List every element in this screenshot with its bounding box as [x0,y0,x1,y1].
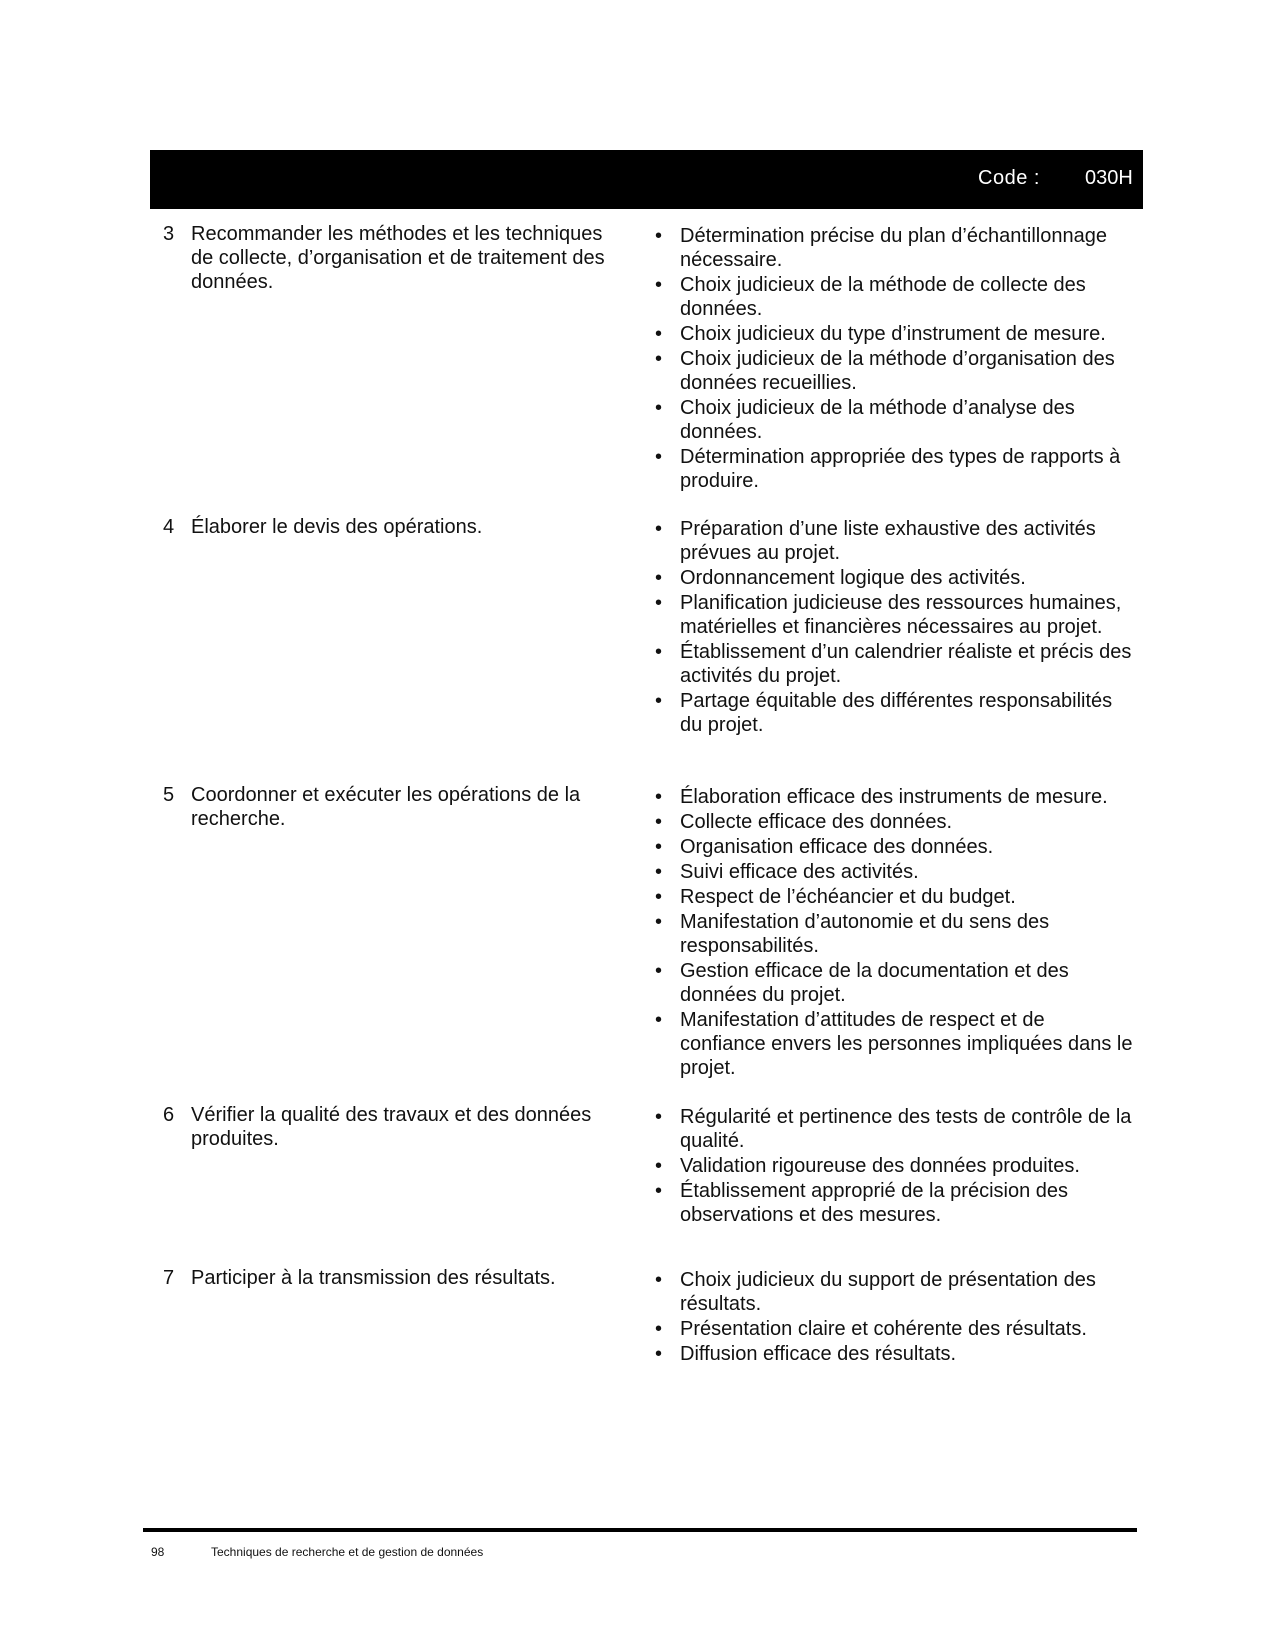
criterion-item: • Élaboration efficace des instruments de mesure. [655,786,1108,808]
element-number: 3 [163,223,175,245]
criterion-item: • Manifestation d’autonomie et du sens des responsabilités. [655,911,1050,957]
bullet-icon: • [655,1155,663,1177]
criterion-item: • Choix judicieux de la méthode de collecte des données. [655,274,1086,320]
criterion-item: • Établissement approprié de la précision des observations et des mesures. [655,1180,1068,1226]
element-text: Recommander les méthodes et les techniques de collecte, d’organisation et de traitement des données. [191,223,605,293]
bullet-icon: • [655,1180,663,1202]
bullet-icon: • [655,1318,663,1340]
criteria-list [655,785,1135,1081]
element-number: 6 [163,1104,175,1126]
element-text: Coordonner et exécuter les opérations de la recherche. [191,784,581,830]
criterion-item: • Gestion efficace de la documentation et des données du projet. [655,960,1069,1006]
element-text: Élaborer le devis des opérations. [191,516,483,538]
criteria-list [655,517,1135,738]
criterion-item: • Diffusion efficace des résultats. [655,1343,957,1365]
criterion-item: • Établissement d’un calendrier réaliste et précis des activités du projet. [655,641,1132,687]
bullet-icon: • [655,786,663,808]
bullet-icon: • [655,861,663,883]
criterion-item: • Détermination précise du plan d’échantillonnage nécessaire. [655,225,1107,271]
bullet-icon: • [655,323,663,345]
criterion-item: • Collecte efficace des données. [655,811,953,833]
bullet-icon: • [655,567,663,589]
criterion-item: • Respect de l’échéancier et du budget. [655,886,1016,908]
bullet-icon: • [655,1009,663,1031]
bullet-icon: • [655,592,663,614]
criterion-item: • Validation rigoureuse des données produites. [655,1155,1080,1177]
criterion-item: • Planification judicieuse des ressources humaines, matérielles et financières nécessaires au projet. [655,592,1122,638]
bullet-icon: • [655,348,663,370]
element-number: 4 [163,516,175,538]
element-number: 5 [163,784,175,806]
bullet-icon: • [655,518,663,540]
bullet-icon: • [655,274,663,296]
criterion-item: • Détermination appropriée des types de rapports à produire. [655,446,1121,492]
element-text: Vérifier la qualité des travaux et des données produites. [191,1104,592,1150]
bullet-icon: • [655,1106,663,1128]
bullet-icon: • [655,911,663,933]
criterion-item: • Suivi efficace des activités. [655,861,919,883]
bullet-icon: • [655,225,663,247]
bullet-icon: • [655,960,663,982]
element-number: 7 [163,1267,175,1289]
criterion-item: • Organisation efficace des données. [655,836,994,858]
element-text: Participer à la transmission des résultats. [191,1267,556,1289]
criteria-list [655,1268,1135,1367]
criterion-item: • Préparation d’une liste exhaustive des activités prévues au projet. [655,518,1096,564]
bullet-icon: • [655,641,663,663]
criteria-list [655,1105,1135,1228]
bullet-icon: • [655,1269,663,1291]
criterion-item: • Ordonnancement logique des activités. [655,567,1026,589]
header-bar [150,150,1143,209]
criterion-item: • Choix judicieux de la méthode d’organisation des données recueillies. [655,348,1115,394]
criterion-item: • Choix judicieux de la méthode d’analyse des données. [655,397,1075,443]
criteria-list [655,224,1135,494]
bullet-icon: • [655,397,663,419]
code-value: 030H [1085,167,1133,189]
criterion-item: • Choix judicieux du support de présentation des résultats. [655,1269,1096,1315]
footer-page-number: 98 [151,1545,165,1559]
bullet-icon: • [655,690,663,712]
criterion-item: • Choix judicieux du type d’instrument de mesure. [655,323,1106,345]
code-label: Code : [978,167,1040,189]
bullet-icon: • [655,1343,663,1365]
criterion-item: • Partage équitable des différentes responsabilités du projet. [655,690,1113,736]
footer-title: Techniques de recherche et de gestion de données [211,1545,484,1559]
bullet-icon: • [655,836,663,858]
bullet-icon: • [655,811,663,833]
bullet-icon: • [655,886,663,908]
footer-rule [143,1528,1137,1532]
criterion-item: • Régularité et pertinence des tests de contrôle de la qualité. [655,1106,1132,1152]
criterion-item: • Manifestation d’attitudes de respect et de confiance envers les personnes impliquées dans le projet. [655,1009,1133,1079]
bullet-icon: • [655,446,663,468]
criterion-item: • Présentation claire et cohérente des résultats. [655,1318,1087,1340]
